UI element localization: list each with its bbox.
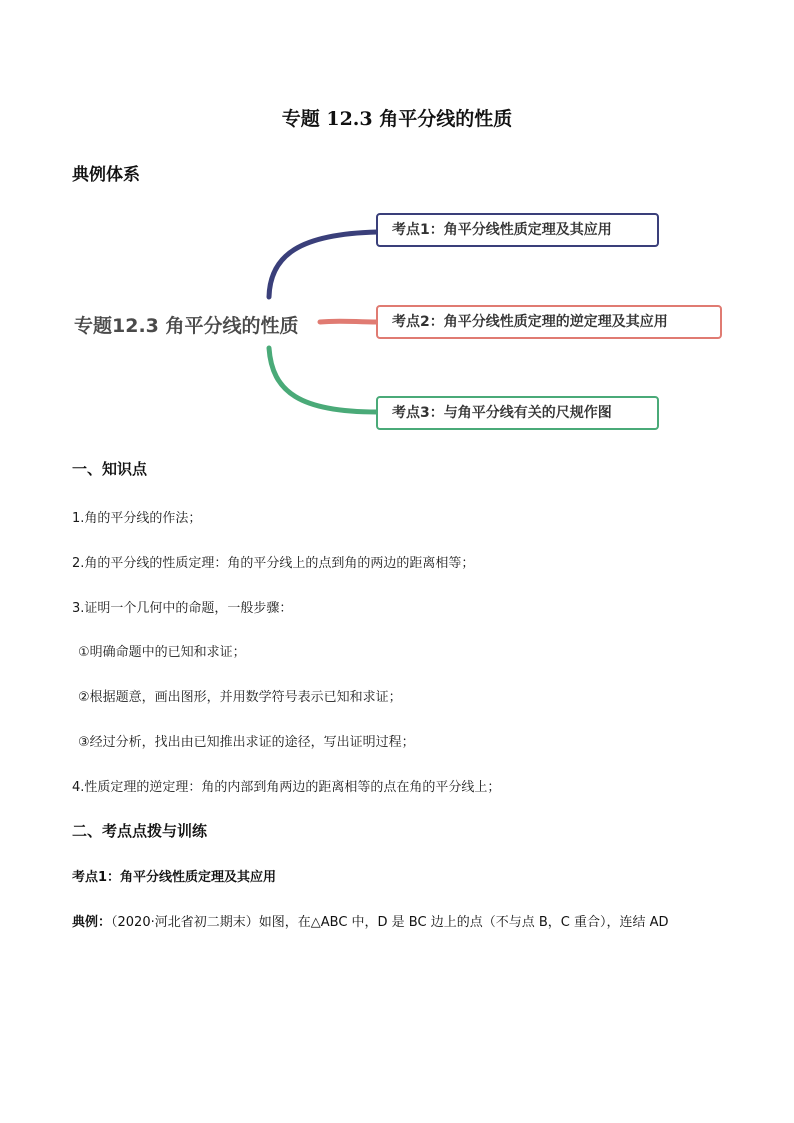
example-label: 典例：	[72, 915, 112, 930]
system-heading: 典例体系	[72, 165, 140, 185]
knowledge-item-4: 4.性质定理的逆定理：角的内部到角两边的距离相等的点在角的平分线上；	[72, 780, 501, 795]
mind-map-root: 专题12.3 角平分线的性质	[74, 315, 299, 337]
knowledge-item-2: 2.角的平分线的性质定理：角的平分线上的点到角的两边的距离相等；	[72, 556, 475, 571]
knowledge-step-3: ③经过分析，找出由已知推出求证的途径，写出证明过程；	[78, 735, 415, 750]
training-heading: 二、考点点拨与训练	[72, 822, 208, 840]
point1-heading: 考点1：角平分线性质定理及其应用	[72, 870, 277, 885]
knowledge-item-3: 3.证明一个几何中的命题，一般步骤：	[72, 601, 293, 616]
knowledge-item-1: 1.角的平分线的作法；	[72, 511, 202, 526]
knowledge-step-2: ②根据题意，画出图形，并用数学符号表示已知和求证；	[78, 690, 402, 705]
example-text: （2020·河北省初二期末）如图，在△ABC 中，D 是 BC 边上的点（不与点 B，C 重合），连结 AD	[111, 915, 669, 930]
branch-1	[269, 232, 377, 297]
branch-2	[320, 321, 377, 322]
knowledge-step-1: ①明确命题中的已知和求证；	[78, 645, 246, 660]
knowledge-heading: 一、知识点	[72, 460, 148, 478]
mind-map-node-3: 考点3：与角平分线有关的尺规作图	[376, 396, 659, 430]
mind-map-node-2: 考点2：角平分线性质定理的逆定理及其应用	[376, 305, 722, 339]
mind-map	[0, 200, 794, 450]
branch-3	[269, 348, 377, 412]
mind-map-node-1: 考点1：角平分线性质定理及其应用	[376, 213, 659, 247]
example-line	[72, 911, 669, 930]
page-title: 专题 12.3 角平分线的性质	[281, 108, 513, 130]
